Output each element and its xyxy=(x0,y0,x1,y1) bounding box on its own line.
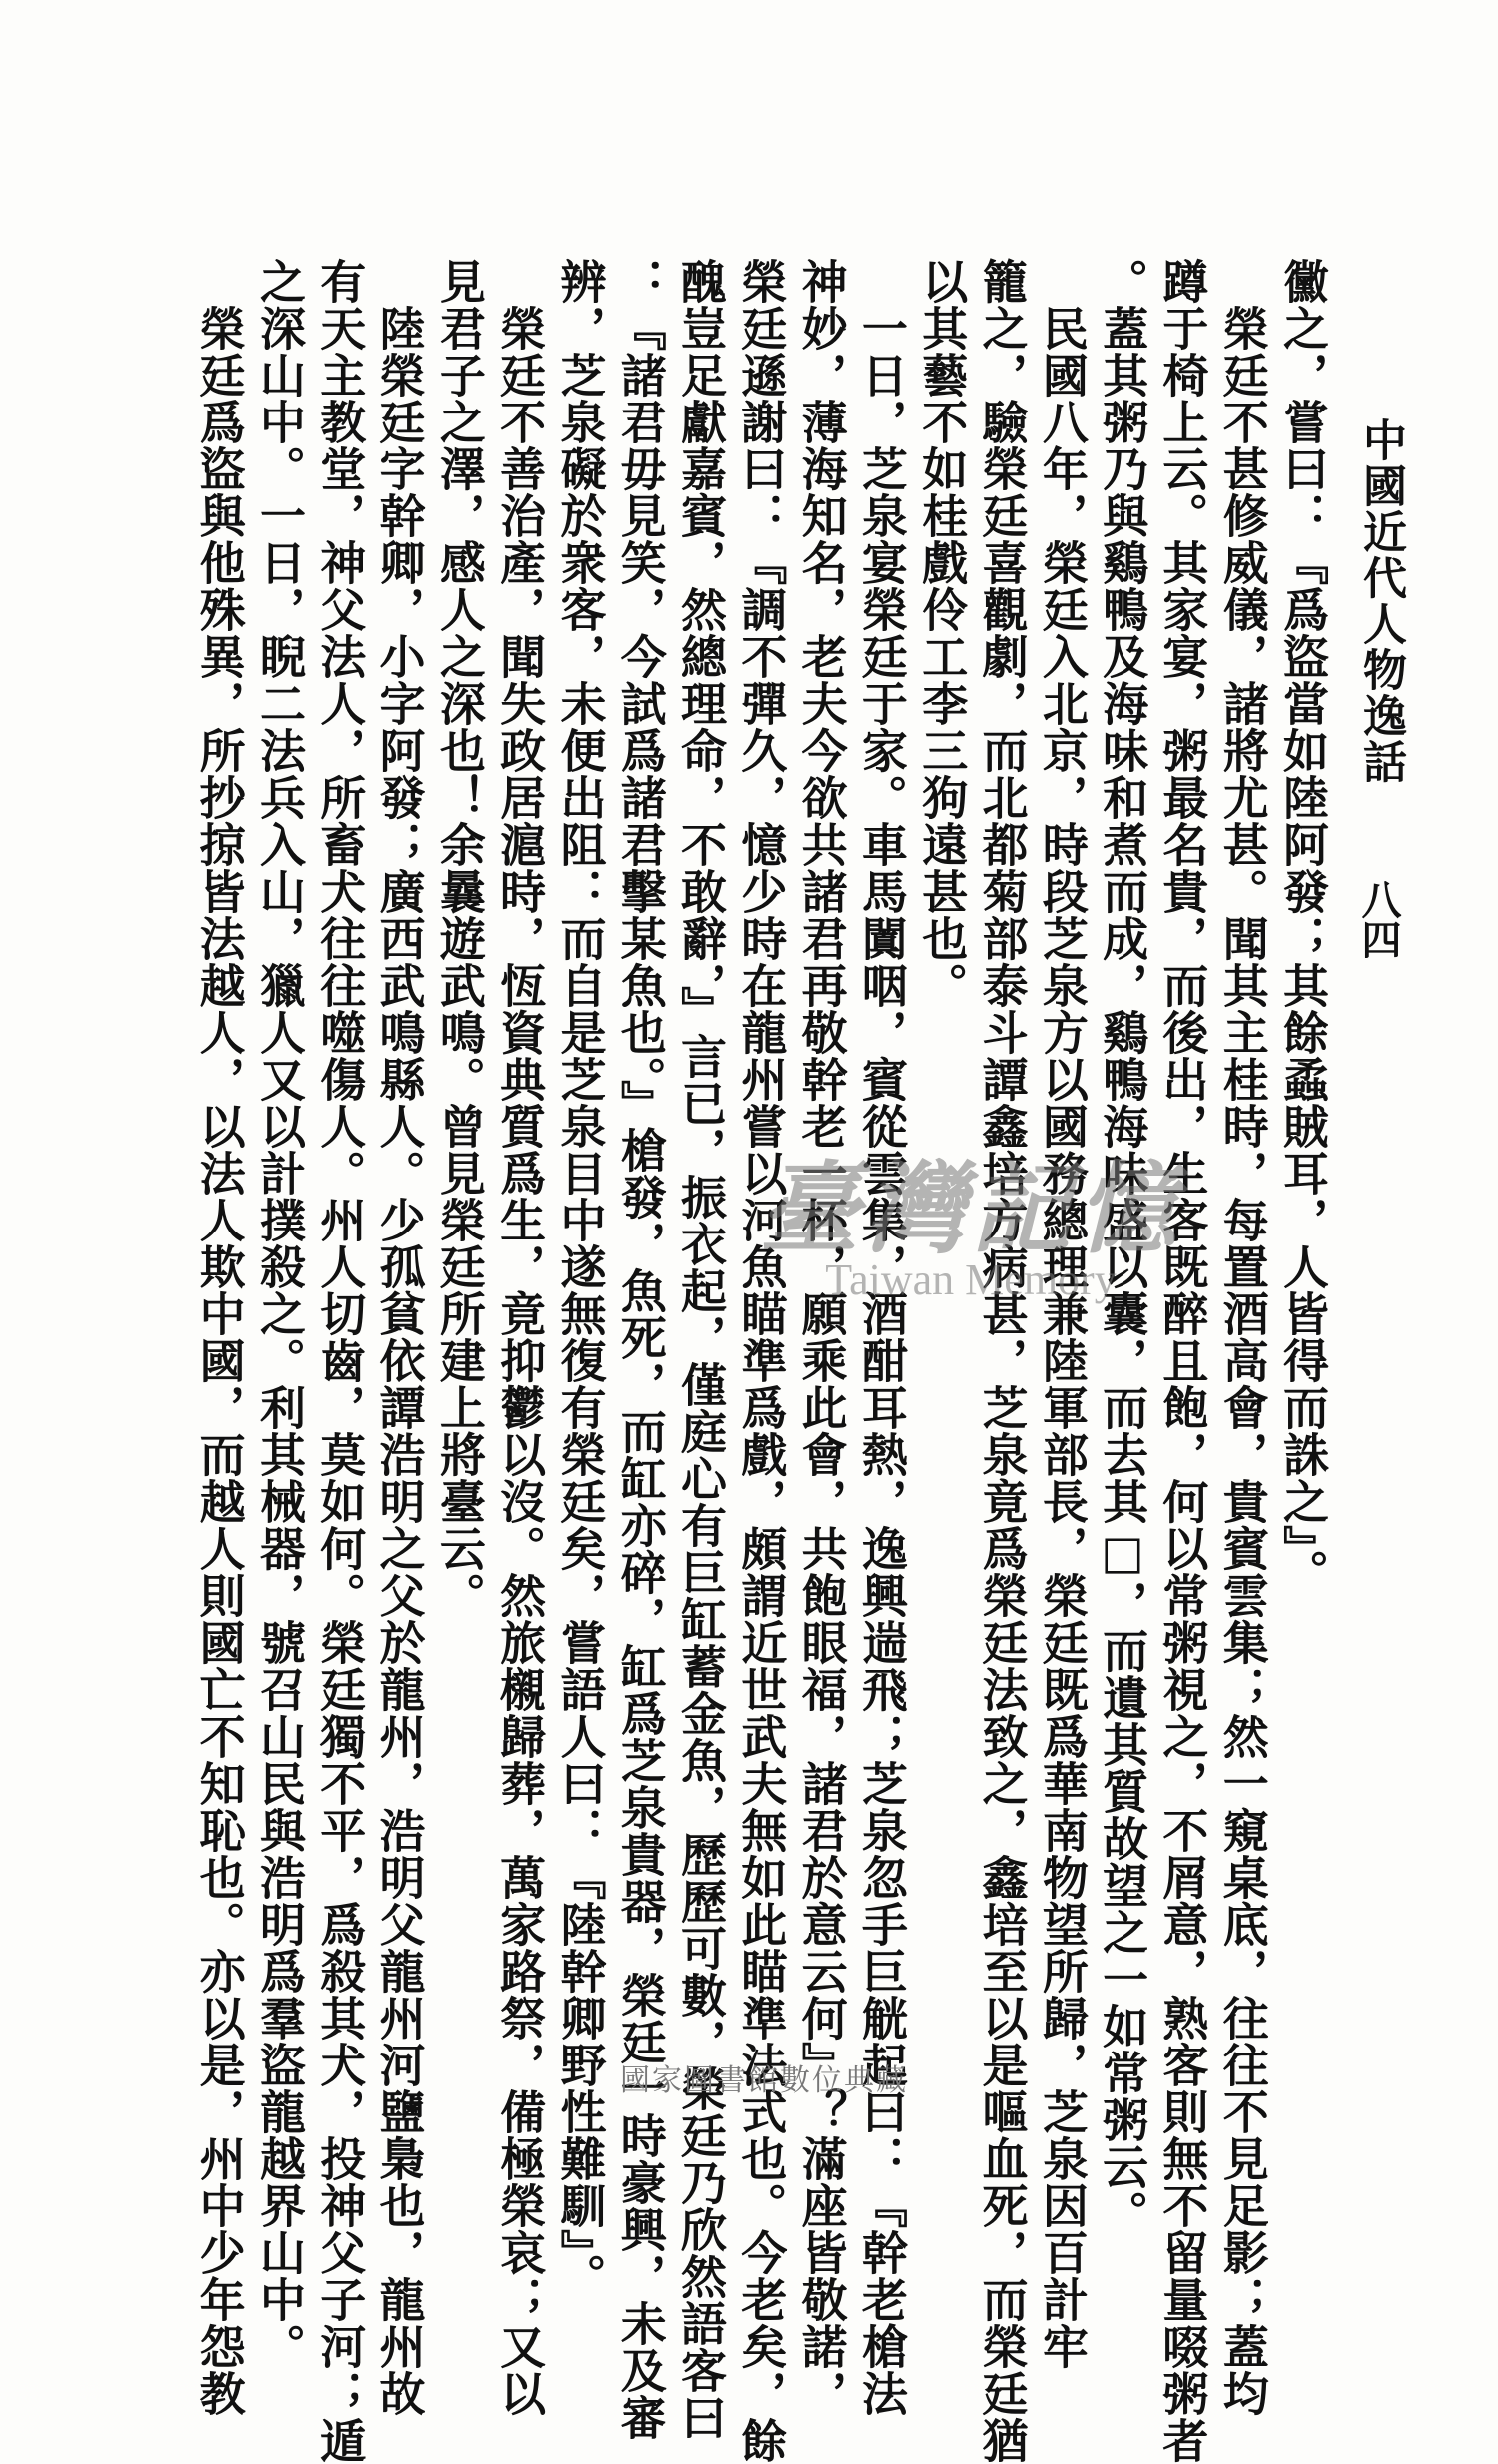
text-column: 之深山中。一日，睨二法兵入山，獵人又以計撲殺之。利其械器，號召山民與浩明爲羣盜龍越界山中。 xyxy=(252,258,307,2370)
text-column: 民國八年，榮廷入北京，時段芝泉方以國務總理兼陸軍部長，榮廷既爲華南物望所歸，芝泉因百計牢 xyxy=(1035,258,1090,2370)
source-footer: 國家圖書館數位典藏 xyxy=(620,2063,908,2098)
text-column: 以其藝不如桂戲伶工李三狗遠甚也。 xyxy=(915,258,970,1009)
text-column: 見君子之澤，感人之深也！余曩遊武鳴。曾見榮廷所建上將臺云。 xyxy=(432,258,487,1619)
text-column: 榮廷不甚修威儀，諸將尤甚。聞其主桂時，每置酒高會，貴賓雲集；然一窺桌底，往往不見足影；蓋均 xyxy=(1215,258,1270,2417)
page-number: 八四 xyxy=(1355,879,1402,959)
text-column: 辨，芝泉礙於衆客，未便出阻：而自是芝泉目中遂無復有榮廷矣，嘗語人曰：『陸幹卿野性難馴』。 xyxy=(553,258,608,2300)
watermark-english: Taiwan Memory xyxy=(825,1255,1117,1304)
text-column: 醜豈足獻嘉賓，然總理命，不敢辭，』言已，振衣起，僅庭心有巨缸蓄金魚，歷歷可數，榮廷乃欣然語客曰 xyxy=(674,258,729,2441)
text-column: 陸榮廷字幹卿，小字阿發；廣西武鳴縣人。少孤貧依譚浩明之父於龍州，浩明父龍州河鹽梟也，龍州故 xyxy=(373,258,427,2417)
text-column: 榮廷爲盜與他殊異，所抄掠皆法越人，以法人欺中國，而越人則國亡不知恥也。亦以是，州中少年怨教 xyxy=(192,258,247,2417)
book-title-header: 中國近代人物逸話 xyxy=(1355,417,1406,785)
watermark-chinese: 臺灣記憶 xyxy=(759,1150,1182,1267)
text-column: 蹲于椅上云。其家宴，粥最名貴，而後出，生客既醉且飽，何以常粥視之，不屑意，熟客則無不留量啜粥者 xyxy=(1155,258,1210,2464)
text-column: 黴之，嘗曰：『爲盜當如陸阿發；其餘蟊賊耳，人皆得而誅之』。 xyxy=(1276,258,1330,1596)
text-column: 。蓋其粥乃與鷄鴨及海味和煮而成，鷄鴨海味盛以囊，而去其□，而遺其質故望之一如常粥云。 xyxy=(1096,258,1150,2237)
text-column: ：『諸君毋見笑，今試爲諸君擊某魚也。』槍發，魚死，而缸亦碎，缸爲芝泉貴器，榮廷一時豪興，未及審 xyxy=(613,258,668,2441)
text-column: 有天主教堂，神父法人，所畜犬往往噬傷人。州人切齒，莫如何。榮廷獨不平，爲殺其犬，投神父子河；遁 xyxy=(313,258,368,2464)
text-column: 榮廷不善治產，聞失政居滬時，恆資典質爲生，竟抑鬱以沒。然旅櫬歸葬，萬家路祭，備極榮哀；又以 xyxy=(493,258,548,2417)
text-column: 籠之，驗榮廷喜觀劇，而北都菊部泰斗譚鑫培方病甚，芝泉竟爲榮廷法致之，鑫培至以是嘔血死，而榮廷猶 xyxy=(975,258,1030,2464)
text-column: 神妙，薄海知名，老夫今欲共諸君再敬幹老一杯，願乘此會，共飽眼福，諸君於意云何』？滿座皆敬諾， xyxy=(794,258,849,2417)
text-column: 榮廷遜謝曰：『調不彈久，憶少時在龍州嘗以河魚瞄準爲戲，頗謂近世武夫無如此瞄準法式也。今老矣，餘 xyxy=(734,258,789,2464)
text-column: 一日，芝泉宴榮廷于家。車馬闐咽，賓從雲集，酒酣耳熱，逸興遄飛；芝泉忽手巨觥起曰：『幹老槍法 xyxy=(854,258,909,2417)
